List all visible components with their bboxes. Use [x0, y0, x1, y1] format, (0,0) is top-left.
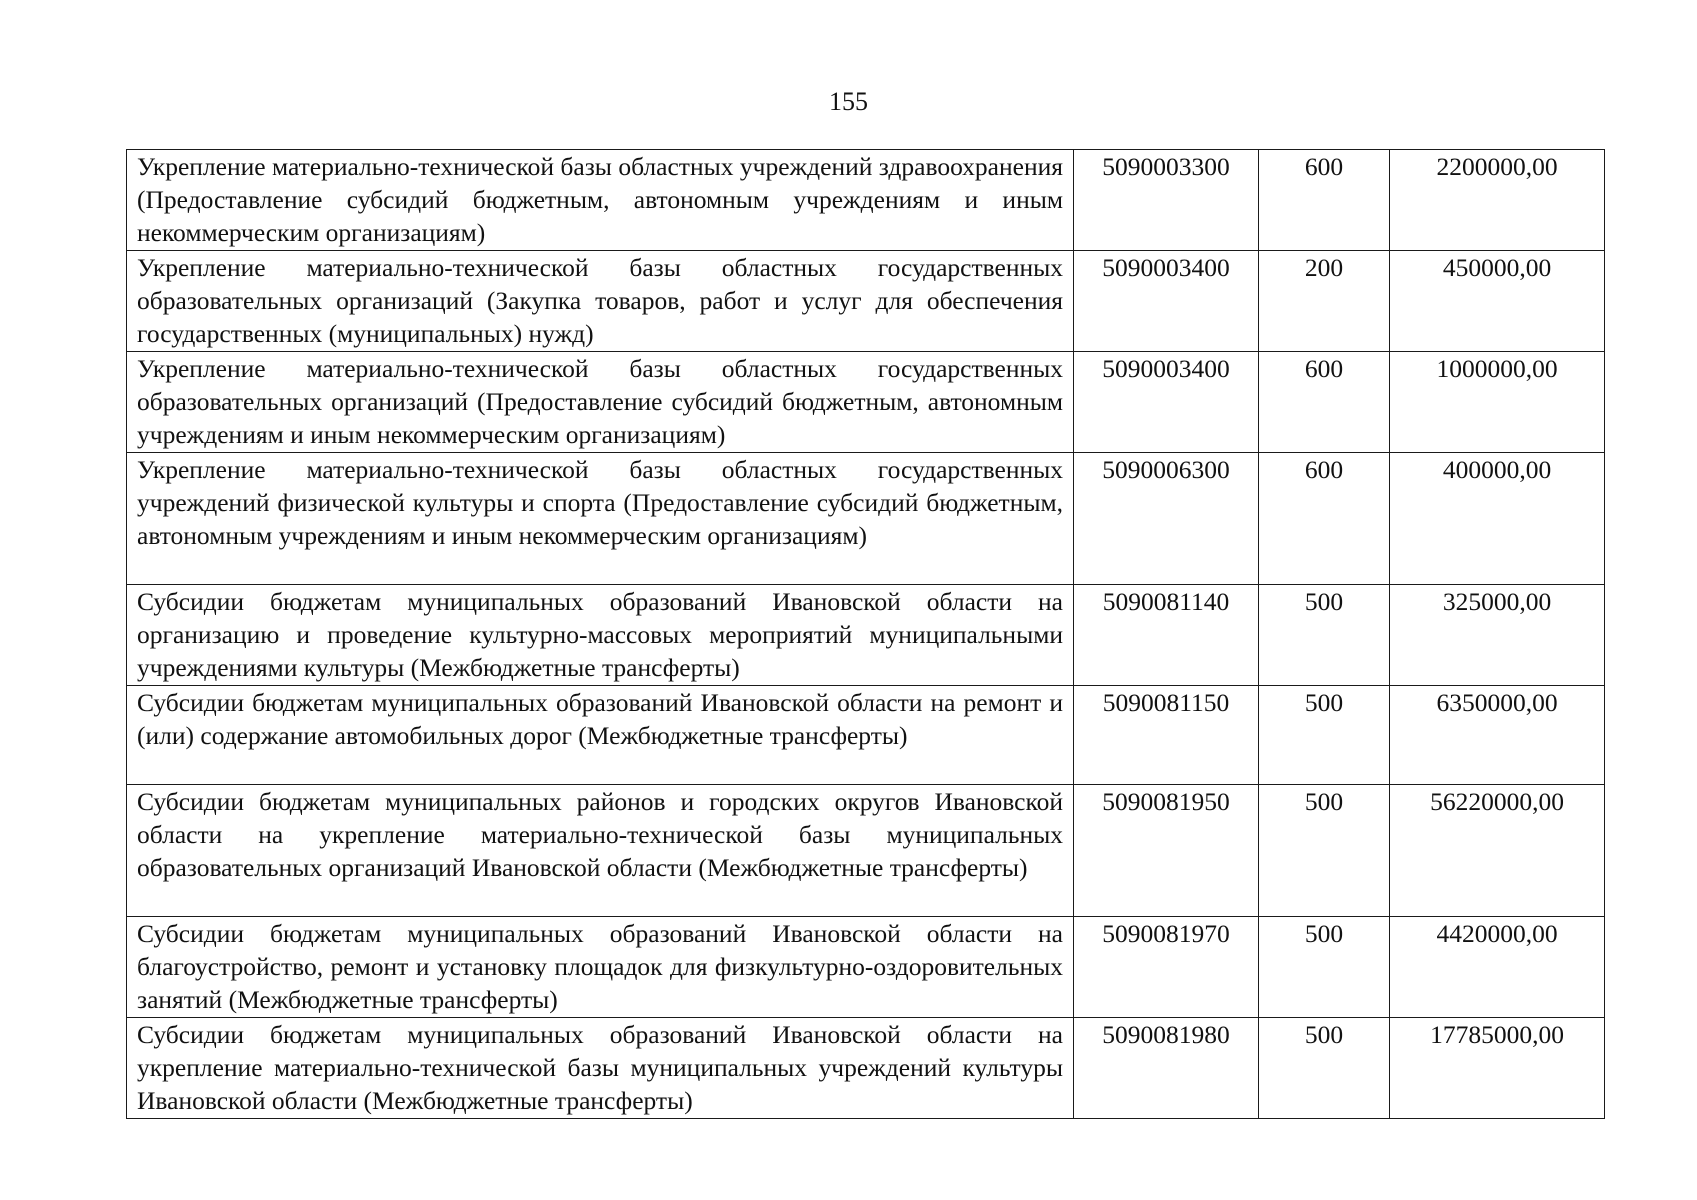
table-row: [127, 352, 1605, 453]
row-expense-type: 600: [1259, 453, 1390, 585]
row-description: Субсидии бюджетам муниципальных образований Ивановской области на укрепление материально-технической базы муниципальных учреждений культуры Ивановской области (Межбюджетные трансферты): [127, 1018, 1074, 1119]
row-description: Укрепление материально-технической базы областных учреждений здравоохранения (Предоставление субсидий бюджетным, автономным учреждениям и иным некоммерческим организациям): [127, 150, 1074, 251]
table-row: [127, 150, 1605, 251]
budget-table-body: [127, 150, 1605, 1119]
row-amount: 450000,00: [1390, 251, 1605, 352]
row-description: Укрепление материально-технической базы областных государственных учреждений физической культуры и спорта (Предоставление субсидий бюджетным, автономным учреждениям и иным некоммерческим организациям): [127, 453, 1074, 585]
row-code: 5090081950: [1074, 785, 1259, 917]
table-row: [127, 917, 1605, 1018]
row-description: Укрепление материально-технической базы областных государственных образовательных организаций (Предоставление субсидий бюджетным, автономным учреждениям и иным некоммерческим организациям): [127, 352, 1074, 453]
row-description: Субсидии бюджетам муниципальных образований Ивановской области на ремонт и (или) содержание автомобильных дорог (Межбюджетные трансферты): [127, 686, 1074, 785]
row-amount: 6350000,00: [1390, 686, 1605, 785]
row-amount: 400000,00: [1390, 453, 1605, 585]
row-description: Субсидии бюджетам муниципальных образований Ивановской области на организацию и проведение культурно-массовых мероприятий муниципальными учреждениями культуры (Межбюджетные трансферты): [127, 585, 1074, 686]
row-code: 5090081150: [1074, 686, 1259, 785]
row-amount: 4420000,00: [1390, 917, 1605, 1018]
row-expense-type: 600: [1259, 352, 1390, 453]
row-expense-type: 500: [1259, 917, 1390, 1018]
row-amount: 17785000,00: [1390, 1018, 1605, 1119]
table-row: [127, 785, 1605, 917]
row-expense-type: 600: [1259, 150, 1390, 251]
row-expense-type: 200: [1259, 251, 1390, 352]
budget-table: [126, 149, 1605, 1119]
row-code: 5090003300: [1074, 150, 1259, 251]
page-number: 155: [829, 87, 868, 116]
row-amount: 2200000,00: [1390, 150, 1605, 251]
row-description: Субсидии бюджетам муниципальных районов и городских округов Ивановской области на укрепление материально-технической базы муниципальных образовательных организаций Ивановской области (Межбюджетные трансферты): [127, 785, 1074, 917]
row-expense-type: 500: [1259, 585, 1390, 686]
table-row: [127, 1018, 1605, 1119]
table-row: [127, 251, 1605, 352]
table-row: [127, 453, 1605, 585]
row-code: 5090003400: [1074, 251, 1259, 352]
row-amount: 325000,00: [1390, 585, 1605, 686]
row-expense-type: 500: [1259, 1018, 1390, 1119]
table-row: [127, 686, 1605, 785]
row-code: 5090081980: [1074, 1018, 1259, 1119]
row-code: 5090003400: [1074, 352, 1259, 453]
row-description: Укрепление материально-технической базы областных государственных образовательных организаций (Закупка товаров, работ и услуг для обеспечения государственных (муниципальных) нужд): [127, 251, 1074, 352]
row-code: 5090081140: [1074, 585, 1259, 686]
row-amount: 56220000,00: [1390, 785, 1605, 917]
row-code: 5090081970: [1074, 917, 1259, 1018]
row-description: Субсидии бюджетам муниципальных образований Ивановской области на благоустройство, ремонт и установку площадок для физкультурно-оздоровительных занятий (Межбюджетные трансферты): [127, 917, 1074, 1018]
row-code: 5090006300: [1074, 453, 1259, 585]
table-row: [127, 585, 1605, 686]
row-expense-type: 500: [1259, 686, 1390, 785]
row-amount: 1000000,00: [1390, 352, 1605, 453]
row-expense-type: 500: [1259, 785, 1390, 917]
